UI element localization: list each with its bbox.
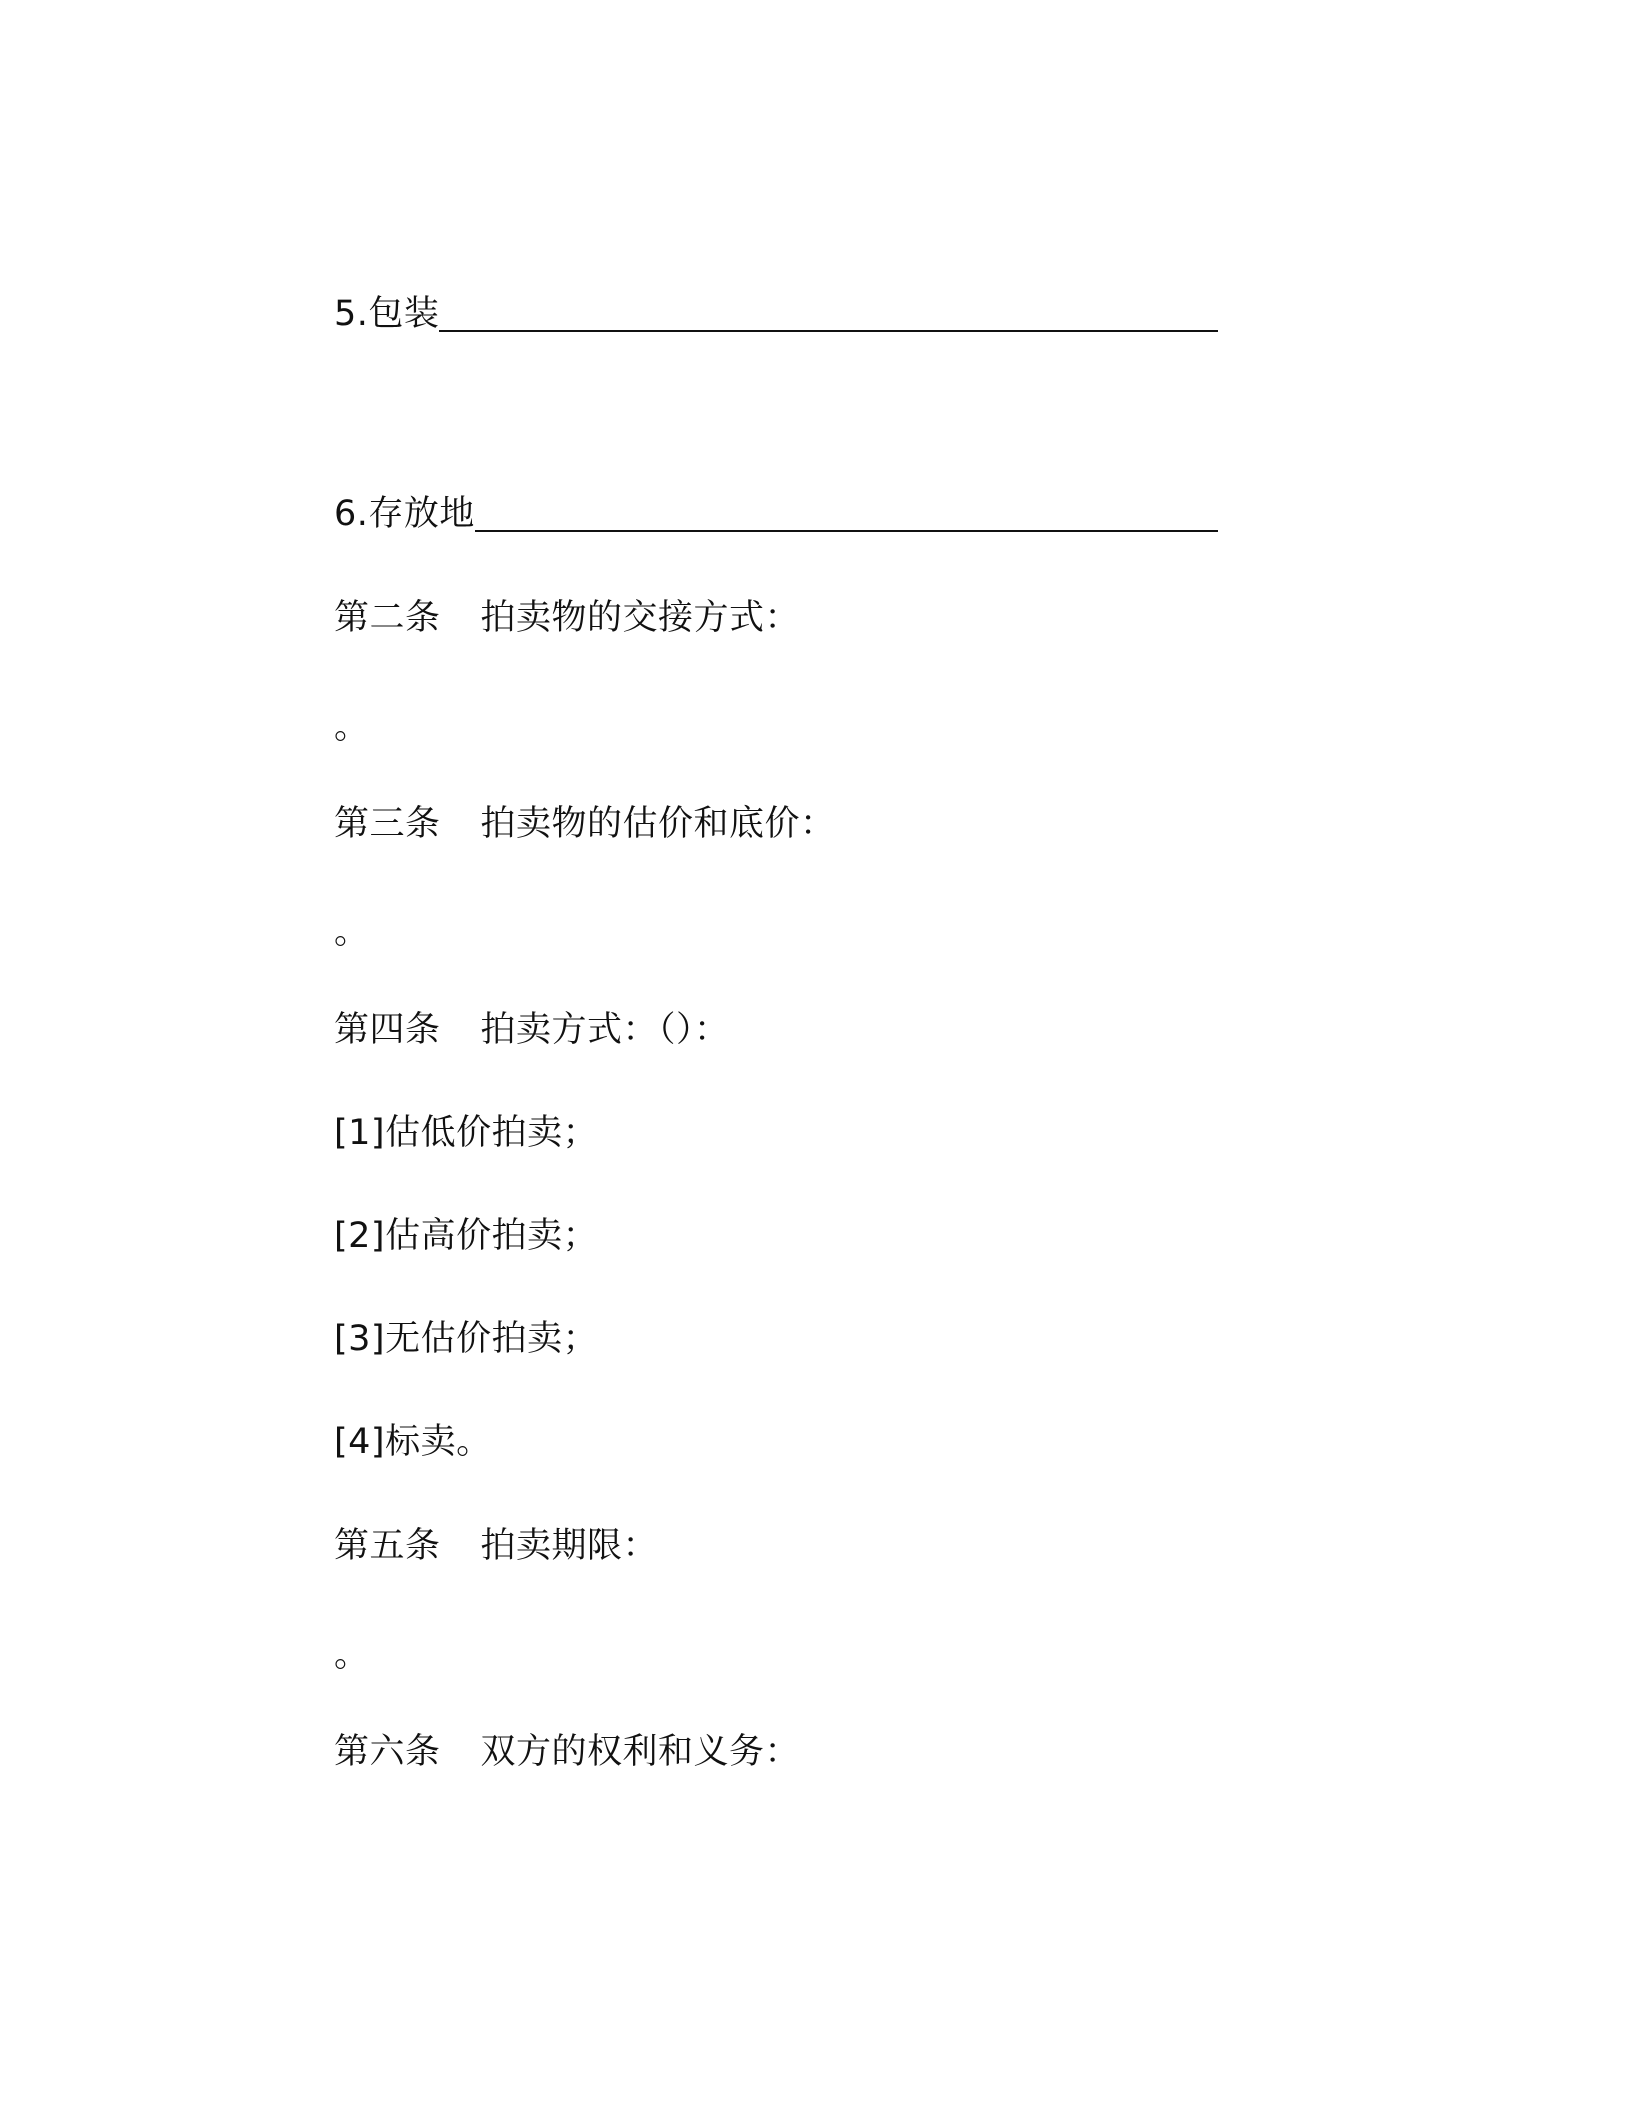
article-6-title: 双方的权利和义务： [480,1732,801,1772]
article-2-number: 第二条 [334,598,441,638]
article-6-number: 第六条 [334,1732,441,1772]
article-4-heading [334,1008,730,1052]
packaging-label: 5.包装 [334,294,440,334]
article-2-heading [334,596,800,640]
article-2-body: 。 [334,707,370,747]
article-5-body: 。 [334,1635,370,1675]
storage-location-field [334,492,1218,536]
article-3-title: 拍卖物的估价和底价： [480,804,836,844]
article-4-option: [1]估低价拍卖； [334,1113,599,1153]
article-4-option: [2]估高价拍卖； [334,1216,599,1256]
storage-location-blank[interactable] [475,496,1218,532]
article-5-heading [334,1524,658,1568]
article-4-option: [4]标卖。 [334,1422,492,1462]
article-3-body: 。 [334,912,370,952]
article-3-heading [334,802,836,846]
storage-location-label: 6.存放地 [334,494,475,534]
article-6-heading [334,1730,800,1774]
article-2-title: 拍卖物的交接方式： [480,598,801,638]
article-4-option: [3]无估价拍卖； [334,1319,599,1359]
packaging-field [334,292,1218,336]
article-4-title: 拍卖方式：（）： [480,1010,730,1050]
packaging-blank[interactable] [439,296,1218,332]
article-3-number: 第三条 [334,804,441,844]
article-5-title: 拍卖期限： [480,1526,659,1566]
article-4-number: 第四条 [334,1010,441,1050]
article-5-number: 第五条 [334,1526,441,1566]
